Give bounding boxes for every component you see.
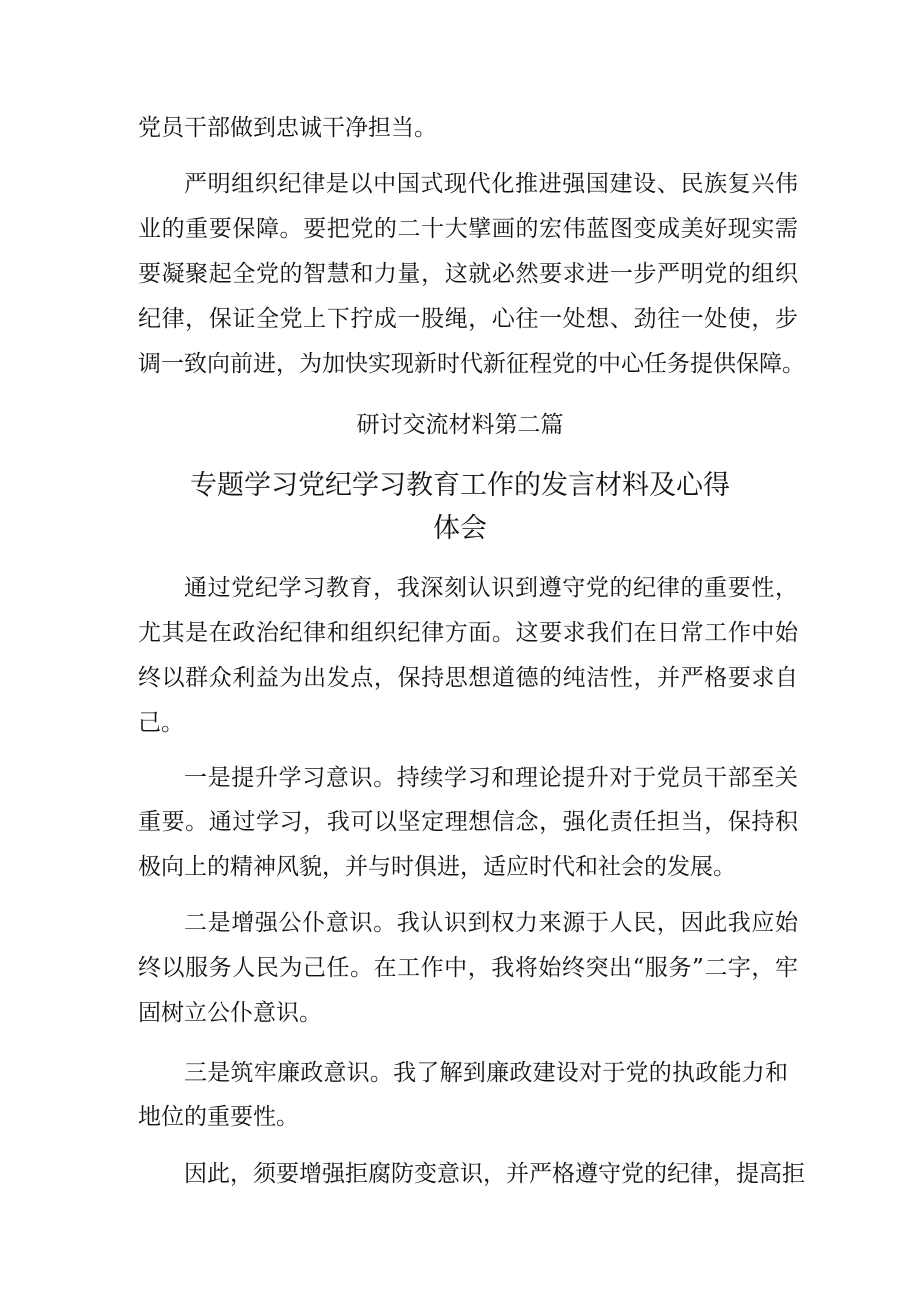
document-title-line: 体会 (433, 513, 487, 544)
section-label: 研讨交流材料第二篇 (356, 412, 564, 438)
paragraph-line: 业的重要保障。要把党的二十大擘画的宏伟蓝图变成美好现实需 (138, 216, 798, 242)
paragraph-line: 一是提升学习意识。持续学习和理论提升对于党员干部至关 (184, 765, 798, 791)
paragraph-line: 党员干部做到忠诚干净担当。 (138, 115, 437, 141)
paragraph-line: 要凝聚起全党的智慧和力量，这就必然要求进一步严明党的组织 (138, 261, 798, 287)
paragraph-line: 三是筑牢廉政意识。我了解到廉政建设对于党的执政能力和 (184, 1060, 788, 1086)
paragraph-line: 尤其是在政治纪律和组织纪律方面。这要求我们在日常工作中始 (138, 620, 798, 646)
paragraph-line: 终以服务人民为己任。在工作中，我将始终突出“服务”二字，牢 (138, 955, 798, 981)
document-title-line: 专题学习党纪学习教育工作的发言材料及心得 (190, 470, 730, 501)
paragraph-line: 固树立公仆意识。 (138, 1000, 322, 1026)
paragraph-line: 极向上的精神风貌，并与时俱进，适应时代和社会的发展。 (138, 854, 736, 880)
paragraph-line: 严明组织纪律是以中国式现代化推进强国建设、民族复兴伟 (184, 171, 798, 197)
paragraph-line: 地位的重要性。 (138, 1104, 299, 1130)
paragraph-line: 调一致向前进，为加快实现新时代新征程党的中心任务提供保障。 (138, 351, 805, 377)
paragraph-line: 纪律，保证全党上下拧成一股绳，心往一处想、劲往一处使，步 (138, 306, 798, 332)
paragraph-line: 终以群众利益为出发点，保持思想道德的纯洁性，并严格要求自 (138, 665, 798, 691)
paragraph-line: 己。 (138, 710, 184, 736)
paragraph-line: 因此，须要增强拒腐防变意识，并严格遵守党的纪律，提高拒 (184, 1161, 805, 1187)
paragraph-line: 重要。通过学习，我可以坚定理想信念，强化责任担当，保持积 (138, 809, 798, 835)
paragraph-line: 二是增强公仆意识。我认识到权力来源于人民，因此我应始 (184, 910, 798, 936)
paragraph-line: 通过党纪学习教育，我深刻认识到遵守党的纪律的重要性， (184, 575, 798, 601)
